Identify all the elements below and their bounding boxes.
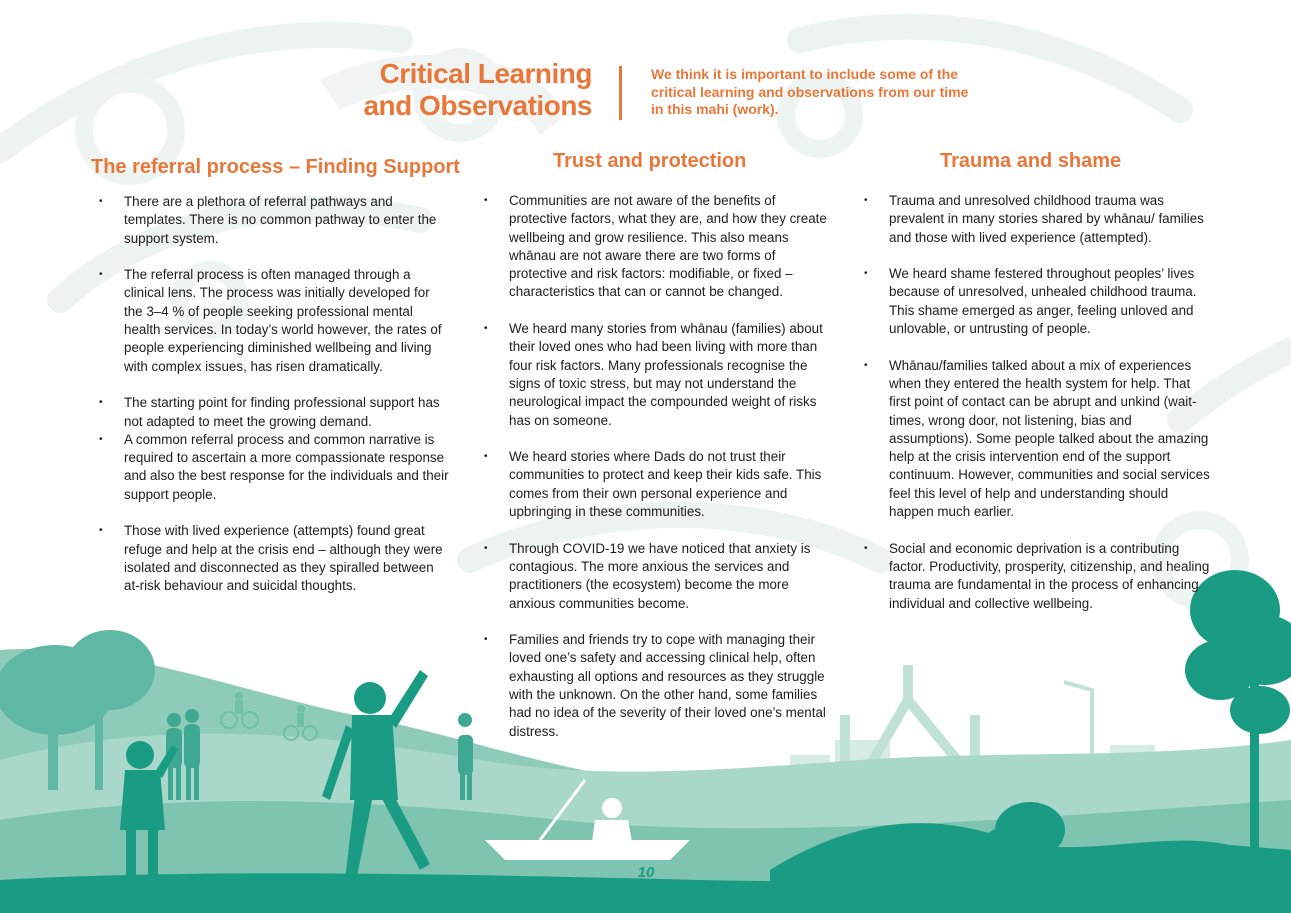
list-item: • Families and friends try to cope with managing their loved one’s safety and accessing clinical help, often exhausting all options and resources as they struggle with the unknown. On the other hand, some families had no idea of the severity of their loved one’s mental distress. <box>509 631 831 741</box>
intro-text: We think it is important to include some of the critical learning and observations from our time in this mahi (work). <box>651 66 969 117</box>
column-heading-trauma: Trauma and shame <box>940 150 1122 172</box>
page-title-line2: and Observations <box>363 90 592 121</box>
page-title <box>360 58 592 122</box>
page-number: 10 <box>637 864 655 881</box>
list-item: • The starting point for finding professional support has not adapted to meet the growing demand. <box>124 394 450 431</box>
column-list-trauma <box>889 192 1211 631</box>
list-item: • A common referral process and common narrative is required to ascertain a more compassionate response and also the best response for the individuals and their support people. <box>124 431 450 504</box>
list-item: • Communities are not aware of the benefits of protective factors, what they are, and how they create wellbeing and grow resilience. This also means whānau are not aware there are two forms of protective and risk factors: modifiable, or fixed – characteristics that can or cannot be changed. <box>509 192 831 302</box>
column-list-referral <box>124 193 450 614</box>
title-divider <box>619 66 622 120</box>
list-item: • There are a plethora of referral pathways and templates. There is no common pathway to enter the support system. <box>124 193 450 248</box>
list-item: • We heard shame festered throughout peoples’ lives because of unresolved, unhealed childhood trauma. This shame emerged as anger, feeling unloved and unlovable, or untrusting of people. <box>889 265 1211 338</box>
list-item: • The referral process is often managed through a clinical lens. The process was initially developed for the 3–4 % of people seeking professional mental health services. In today’s world however, the rates of people experiencing diminished wellbeing and living with complex issues, has risen dramatically. <box>124 266 450 376</box>
list-item: • Trauma and unresolved childhood trauma was prevalent in many stories shared by whānau/ families and those with lived experience (attempted). <box>889 192 1211 247</box>
page-title-line1: Critical Learning <box>379 58 592 89</box>
list-item: • We heard stories where Dads do not trust their communities to protect and keep their kids safe. This comes from their own personal experience and upbringing in these communities. <box>509 448 831 521</box>
column-heading-trust: Trust and protection <box>553 150 747 172</box>
list-item: • Through COVID-19 we have noticed that anxiety is contagious. The more anxious the services and practitioners (the ecosystem) become the more anxious communities become. <box>509 540 831 613</box>
list-item: • Social and economic deprivation is a contributing factor. Productivity, prosperity, citizenship, and healing trauma are fundamental in the process of enhancing individual and collective wellbeing. <box>889 540 1211 613</box>
list-item: • We heard many stories from whānau (families) about their loved ones who had been living with more than four risk factors. Many professionals recognise the signs of toxic stress, but may not understand the neurological impact the compounded weight of risks has on someone. <box>509 320 831 430</box>
column-heading-referral: The referral process – Finding Support <box>91 156 460 178</box>
list-item: • Those with lived experience (attempts) found great refuge and help at the crisis end – although they were isolated and disconnected as they spiralled between at-risk behaviour and suicidal thoughts. <box>124 522 450 595</box>
list-item: • Whānau/families talked about a mix of experiences when they entered the health system for help. That first point of contact can be abrupt and unkind (wait-times, wrong door, not listening, bias and assumptions). Some people talked about the amazing help at the crisis intervention end of the support continuum. However, communities and social services feel this level of help and understanding should happen much earlier. <box>889 357 1211 522</box>
column-list-trust <box>509 192 831 759</box>
